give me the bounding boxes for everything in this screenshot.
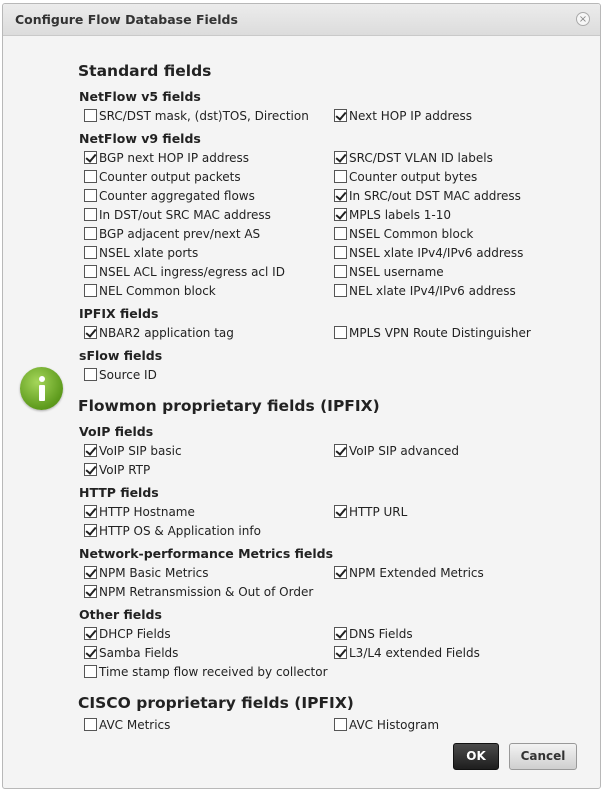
checkbox-square[interactable] — [84, 627, 97, 640]
checkbox-label: DNS Fields — [349, 627, 413, 641]
checkbox-label: HTTP URL — [349, 505, 408, 519]
checkbox-label: MPLS VPN Route Distinguisher — [349, 326, 531, 340]
checkbox-square[interactable] — [84, 463, 97, 476]
checkbox-square[interactable] — [334, 189, 347, 202]
checkbox-square[interactable] — [334, 326, 347, 339]
heading-voip: VoIP fields — [79, 424, 154, 439]
checkbox-label: HTTP Hostname — [99, 505, 195, 519]
checkmark-icon — [85, 326, 96, 338]
checkbox-label: NPM Extended Metrics — [349, 566, 484, 580]
heading-flowmon-fields: Flowmon proprietary fields (IPFIX) — [78, 397, 380, 415]
checkbox-square[interactable] — [334, 566, 347, 579]
heading-sflow: sFlow fields — [79, 348, 163, 363]
checkbox-label: BGP adjacent prev/next AS — [99, 227, 261, 241]
heading-standard-fields: Standard fields — [78, 62, 212, 80]
checkbox-square[interactable] — [84, 265, 97, 278]
ok-button[interactable]: OK — [453, 743, 499, 770]
checkmark-icon — [85, 627, 96, 639]
checkbox-label: AVC Histogram — [349, 718, 440, 732]
checkmark-icon — [85, 505, 96, 517]
checkbox-label: HTTP OS & Application info — [99, 524, 261, 538]
heading-other: Other fields — [79, 607, 162, 622]
checkbox-square[interactable] — [84, 665, 97, 678]
checkbox-square[interactable] — [84, 284, 97, 297]
checkbox-label: NEL Common block — [99, 284, 216, 298]
checkmark-icon — [335, 444, 346, 456]
checkmark-icon — [335, 189, 346, 201]
checkmark-icon — [335, 646, 346, 658]
checkbox-label: DHCP Fields — [99, 627, 171, 641]
checkmark-icon — [85, 463, 96, 475]
checkbox-label: Counter aggregated flows — [99, 189, 255, 203]
cancel-button[interactable]: Cancel — [509, 743, 577, 770]
checkbox-square[interactable] — [84, 246, 97, 259]
heading-npm: Network-performance Metrics fields — [79, 546, 334, 561]
checkbox-square[interactable] — [84, 109, 97, 122]
checkmark-icon — [85, 566, 96, 578]
checkbox-square[interactable] — [334, 227, 347, 240]
checkbox-square[interactable] — [334, 627, 347, 640]
checkbox-label: L3/L4 extended Fields — [349, 646, 480, 660]
checkbox-label: VoIP SIP advanced — [349, 444, 460, 458]
checkmark-icon — [335, 505, 346, 517]
checkbox-label: VoIP SIP basic — [99, 444, 182, 458]
checkbox-square[interactable] — [84, 170, 97, 183]
checkbox-square[interactable] — [84, 566, 97, 579]
checkbox-label: NSEL Common block — [349, 227, 474, 241]
checkmark-icon — [335, 151, 346, 163]
checkbox-square[interactable] — [84, 646, 97, 659]
checkbox-square[interactable] — [84, 151, 97, 164]
checkbox-label: NSEL ACL ingress/egress acl ID — [99, 265, 285, 279]
checkbox-label: VoIP RTP — [99, 463, 151, 477]
checkbox-square[interactable] — [334, 151, 347, 164]
checkbox-label: NPM Basic Metrics — [99, 566, 209, 580]
close-icon[interactable]: × — [576, 12, 590, 26]
info-icon — [20, 367, 63, 410]
checkbox-label: In SRC/out DST MAC address — [349, 189, 521, 203]
checkmark-icon — [85, 524, 96, 536]
checkbox-square[interactable] — [84, 326, 97, 339]
checkbox-label: In DST/out SRC MAC address — [99, 208, 271, 222]
checkbox-label: Source ID — [99, 368, 157, 382]
checkbox-label: NSEL username — [349, 265, 444, 279]
checkbox-square[interactable] — [84, 444, 97, 457]
checkbox-square[interactable] — [334, 718, 347, 731]
dialog-titlebar — [3, 4, 600, 36]
checkbox-label: Counter output bytes — [349, 170, 478, 184]
checkbox-square[interactable] — [334, 505, 347, 518]
checkmark-icon — [85, 444, 96, 456]
checkbox-label: Counter output packets — [99, 170, 241, 184]
checkbox-square[interactable] — [334, 109, 347, 122]
checkmark-icon — [335, 208, 346, 220]
checkmark-icon — [85, 585, 96, 597]
checkbox-label: NBAR2 application tag — [99, 326, 234, 340]
checkbox-square[interactable] — [84, 368, 97, 381]
checkbox-square[interactable] — [84, 189, 97, 202]
checkbox-square[interactable] — [334, 265, 347, 278]
checkbox-square[interactable] — [334, 246, 347, 259]
checkbox-square[interactable] — [84, 227, 97, 240]
heading-netflow-v9: NetFlow v9 fields — [79, 131, 201, 146]
checkbox-square[interactable] — [84, 208, 97, 221]
heading-http: HTTP fields — [79, 485, 159, 500]
checkmark-icon — [335, 109, 346, 121]
checkbox-square[interactable] — [84, 718, 97, 731]
checkbox-square[interactable] — [334, 646, 347, 659]
checkbox-label: Time stamp flow received by collector — [99, 665, 328, 679]
checkbox-label: MPLS labels 1-10 — [349, 208, 452, 222]
dialog-title: Configure Flow Database Fields — [15, 12, 238, 27]
checkbox-label: NSEL xlate IPv4/IPv6 address — [349, 246, 524, 260]
checkbox-square[interactable] — [334, 284, 347, 297]
checkbox-label: NPM Retransmission & Out of Order — [99, 585, 314, 599]
checkbox-label: SRC/DST mask, (dst)TOS, Direction — [99, 109, 309, 123]
checkmark-icon — [85, 151, 96, 163]
checkbox-label: AVC Metrics — [99, 718, 171, 732]
checkbox-square[interactable] — [84, 505, 97, 518]
checkbox-square[interactable] — [84, 524, 97, 537]
checkbox-label: Next HOP IP address — [349, 109, 473, 123]
checkbox-square[interactable] — [334, 170, 347, 183]
heading-netflow-v5: NetFlow v5 fields — [79, 89, 201, 104]
heading-cisco-fields: CISCO proprietary fields (IPFIX) — [78, 694, 354, 712]
checkmark-icon — [335, 627, 346, 639]
checkbox-label: BGP next HOP IP address — [99, 151, 250, 165]
checkbox-label: NSEL xlate ports — [99, 246, 199, 260]
checkmark-icon — [335, 566, 346, 578]
checkbox-label: SRC/DST VLAN ID labels — [349, 151, 493, 165]
checkbox-square[interactable] — [334, 208, 347, 221]
checkbox-label: Samba Fields — [99, 646, 179, 660]
checkbox-label: NEL xlate IPv4/IPv6 address — [349, 284, 516, 298]
heading-ipfix: IPFIX fields — [79, 306, 159, 321]
checkbox-square[interactable] — [84, 585, 97, 598]
checkbox-square[interactable] — [334, 444, 347, 457]
checkmark-icon — [85, 646, 96, 658]
